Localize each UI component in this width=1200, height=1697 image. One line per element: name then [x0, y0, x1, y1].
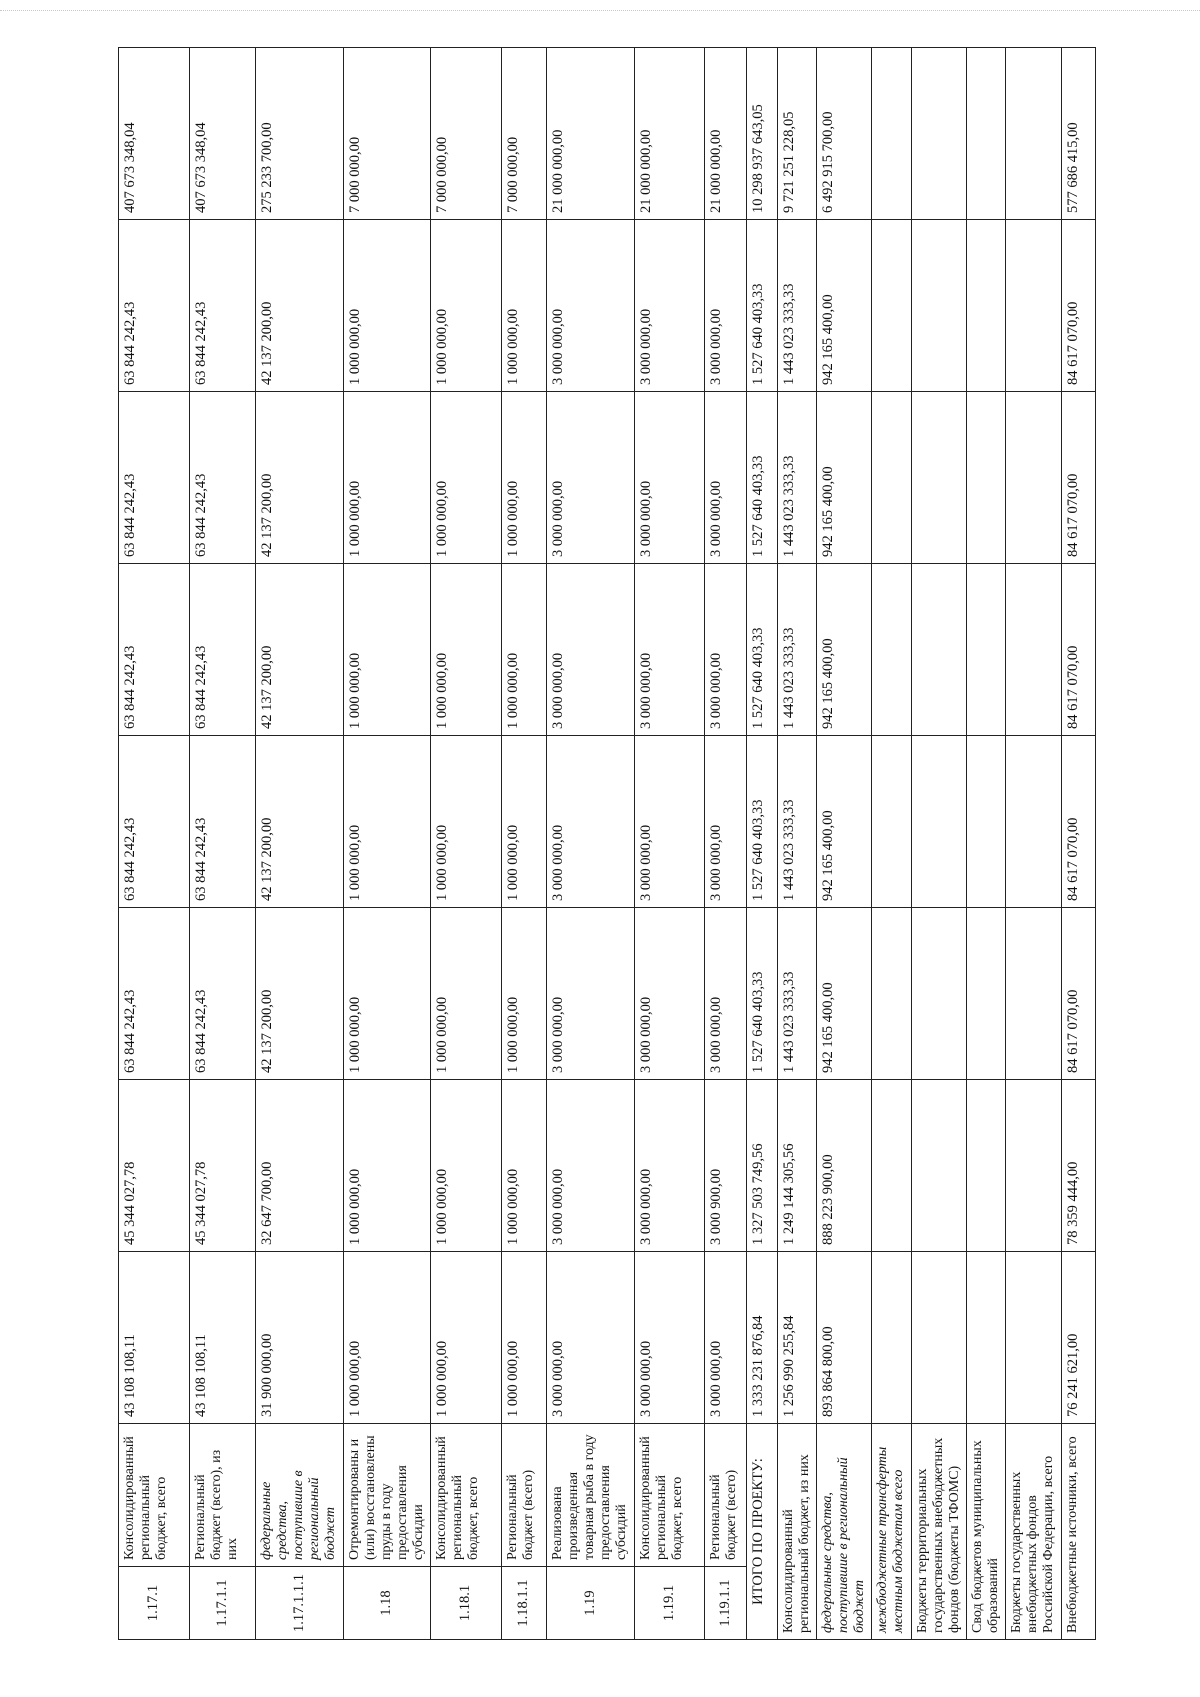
- summary-value-cell: [967, 1252, 1006, 1424]
- value-cell: 63 844 242,43: [189, 908, 255, 1080]
- value-cell: 3 000 000,00: [705, 392, 747, 564]
- value-cell: 1 000 000,00: [501, 1080, 546, 1252]
- row-code: 1.18.1.1: [501, 1567, 546, 1640]
- rotated-table-wrapper: [118, 48, 1096, 1640]
- summary-value-cell: 888 223 900,00: [816, 1080, 871, 1252]
- table-row: [634, 48, 705, 1640]
- total-value-cell: 1 527 640 403,33: [747, 564, 777, 736]
- summary-value-cell: 1 443 023 333,33: [777, 220, 816, 392]
- value-cell: 1 000 000,00: [501, 564, 546, 736]
- table-row: [547, 48, 635, 1640]
- row-code: 1.17.1: [119, 1567, 190, 1640]
- summary-value-cell: [967, 392, 1006, 564]
- total-value-cell: 1 333 231 876,84: [747, 1252, 777, 1424]
- value-cell: 7 000 000,00: [431, 48, 502, 220]
- summary-value-cell: 1 443 023 333,33: [777, 392, 816, 564]
- summary-label: межбюджетные трансферты местным бюджетам всего: [872, 1424, 911, 1640]
- value-cell: 1 000 000,00: [431, 220, 502, 392]
- summary-value-cell: 893 864 800,00: [816, 1252, 871, 1424]
- summary-value-cell: [911, 908, 966, 1080]
- value-cell: 21 000 000,00: [634, 48, 705, 220]
- value-cell: 3 000 000,00: [705, 564, 747, 736]
- total-value-cell: 1 527 640 403,33: [747, 908, 777, 1080]
- summary-row: [777, 48, 816, 1640]
- total-value-cell: 1 527 640 403,33: [747, 220, 777, 392]
- summary-value-cell: [967, 1080, 1006, 1252]
- summary-label: федеральные средства, поступившие в региональный бюджет: [816, 1424, 871, 1640]
- table-row: [501, 48, 546, 1640]
- row-code: 1.17.1.1: [189, 1567, 255, 1640]
- value-cell: 3 000 000,00: [547, 908, 635, 1080]
- value-cell: 3 000 000,00: [634, 908, 705, 1080]
- table-row: [189, 48, 255, 1640]
- value-cell: 3 000 000,00: [634, 220, 705, 392]
- summary-value-cell: 942 165 400,00: [816, 220, 871, 392]
- value-cell: 42 137 200,00: [255, 908, 343, 1080]
- summary-value-cell: [872, 48, 911, 220]
- value-cell: 407 673 348,04: [119, 48, 190, 220]
- scan-edge-line: [0, 10, 1200, 11]
- value-cell: 21 000 000,00: [705, 48, 747, 220]
- value-cell: 31 900 000,00: [255, 1252, 343, 1424]
- value-cell: 1 000 000,00: [343, 908, 431, 1080]
- row-label: Региональный бюджет (всего): [501, 1424, 546, 1567]
- summary-value-cell: [967, 564, 1006, 736]
- summary-label: Внебюджетные источники, всего: [1061, 1424, 1095, 1640]
- table-row: [343, 48, 431, 1640]
- value-cell: 1 000 000,00: [431, 1252, 502, 1424]
- row-label: Региональный бюджет (всего): [705, 1424, 747, 1567]
- value-cell: 7 000 000,00: [343, 48, 431, 220]
- summary-value-cell: [911, 392, 966, 564]
- value-cell: 63 844 242,43: [119, 392, 190, 564]
- value-cell: 3 000 000,00: [705, 1252, 747, 1424]
- value-cell: 1 000 000,00: [501, 392, 546, 564]
- summary-value-cell: [872, 220, 911, 392]
- summary-value-cell: [872, 564, 911, 736]
- value-cell: 63 844 242,43: [119, 736, 190, 908]
- value-cell: 42 137 200,00: [255, 220, 343, 392]
- total-value-cell: 1 327 503 749,56: [747, 1080, 777, 1252]
- summary-value-cell: 84 617 070,00: [1061, 564, 1095, 736]
- value-cell: 3 000 000,00: [634, 1080, 705, 1252]
- summary-value-cell: [967, 908, 1006, 1080]
- value-cell: 3 000 000,00: [705, 220, 747, 392]
- summary-label: Свод бюджетов муниципальных образований: [967, 1424, 1006, 1640]
- summary-value-cell: [872, 908, 911, 1080]
- value-cell: 3 000 000,00: [634, 392, 705, 564]
- summary-value-cell: [1006, 1080, 1061, 1252]
- row-label: Реализована произведенная товарная рыба в году предоставления субсидий: [547, 1424, 635, 1567]
- value-cell: 42 137 200,00: [255, 564, 343, 736]
- summary-value-cell: [967, 220, 1006, 392]
- summary-value-cell: 9 721 251 228,05: [777, 48, 816, 220]
- total-row: [747, 48, 777, 1640]
- value-cell: 3 000 000,00: [547, 220, 635, 392]
- value-cell: 63 844 242,43: [189, 220, 255, 392]
- value-cell: 32 647 700,00: [255, 1080, 343, 1252]
- summary-value-cell: [911, 564, 966, 736]
- value-cell: 63 844 242,43: [189, 392, 255, 564]
- summary-value-cell: 1 443 023 333,33: [777, 908, 816, 1080]
- summary-value-cell: 1 443 023 333,33: [777, 564, 816, 736]
- value-cell: 63 844 242,43: [119, 908, 190, 1080]
- row-code: 1.17.1.1.1: [255, 1567, 343, 1640]
- value-cell: 3 000 000,00: [634, 564, 705, 736]
- value-cell: 1 000 000,00: [343, 1080, 431, 1252]
- summary-value-cell: [967, 48, 1006, 220]
- summary-value-cell: [911, 220, 966, 392]
- summary-value-cell: 84 617 070,00: [1061, 392, 1095, 564]
- summary-value-cell: 84 617 070,00: [1061, 736, 1095, 908]
- summary-value-cell: [911, 736, 966, 908]
- value-cell: 1 000 000,00: [501, 1252, 546, 1424]
- summary-value-cell: [911, 48, 966, 220]
- summary-value-cell: 942 165 400,00: [816, 564, 871, 736]
- summary-value-cell: 942 165 400,00: [816, 736, 871, 908]
- summary-value-cell: 84 617 070,00: [1061, 908, 1095, 1080]
- summary-value-cell: 76 241 621,00: [1061, 1252, 1095, 1424]
- summary-row: [967, 48, 1006, 1640]
- value-cell: 63 844 242,43: [189, 736, 255, 908]
- value-cell: 63 844 242,43: [189, 564, 255, 736]
- table-row: [255, 48, 343, 1640]
- summary-value-cell: [872, 1252, 911, 1424]
- summary-value-cell: 1 256 990 255,84: [777, 1252, 816, 1424]
- summary-value-cell: 1 443 023 333,33: [777, 736, 816, 908]
- value-cell: 1 000 000,00: [501, 736, 546, 908]
- row-label: Консолидированный региональный бюджет, всего: [634, 1424, 705, 1567]
- row-label: Консолидированный региональный бюджет, всего: [119, 1424, 190, 1567]
- summary-value-cell: 942 165 400,00: [816, 392, 871, 564]
- total-value-cell: 10 298 937 643,05: [747, 48, 777, 220]
- value-cell: 7 000 000,00: [501, 48, 546, 220]
- value-cell: 1 000 000,00: [343, 220, 431, 392]
- summary-row: [816, 48, 871, 1640]
- summary-value-cell: 84 617 070,00: [1061, 220, 1095, 392]
- summary-value-cell: [1006, 736, 1061, 908]
- total-label: ИТОГО ПО ПРОЕКТУ:: [747, 1424, 777, 1640]
- value-cell: 1 000 000,00: [343, 392, 431, 564]
- row-code: 1.19.1: [634, 1567, 705, 1640]
- value-cell: 3 000 000,00: [547, 564, 635, 736]
- value-cell: 1 000 000,00: [343, 736, 431, 908]
- row-label: Отремонтированы и (или) восстановлены пруды в году предоставления субсидии: [343, 1424, 431, 1567]
- summary-value-cell: [1006, 1252, 1061, 1424]
- value-cell: 1 000 000,00: [431, 736, 502, 908]
- summary-label: Консолидированный региональный бюджет, из них: [777, 1424, 816, 1640]
- value-cell: 275 233 700,00: [255, 48, 343, 220]
- value-cell: 3 000 000,00: [547, 1252, 635, 1424]
- summary-row: [872, 48, 911, 1640]
- summary-value-cell: 942 165 400,00: [816, 908, 871, 1080]
- value-cell: 1 000 000,00: [431, 564, 502, 736]
- summary-row: [911, 48, 966, 1640]
- summary-value-cell: [872, 392, 911, 564]
- value-cell: 63 844 242,43: [119, 220, 190, 392]
- summary-value-cell: [1006, 48, 1061, 220]
- row-label: Консолидированный региональный бюджет, всего: [431, 1424, 502, 1567]
- total-value-cell: 1 527 640 403,33: [747, 736, 777, 908]
- value-cell: 407 673 348,04: [189, 48, 255, 220]
- budget-table-body: [119, 48, 1096, 1640]
- summary-value-cell: [911, 1252, 966, 1424]
- summary-value-cell: 6 492 915 700,00: [816, 48, 871, 220]
- value-cell: 3 000 900,00: [705, 1080, 747, 1252]
- value-cell: 3 000 000,00: [547, 392, 635, 564]
- table-row: [119, 48, 190, 1640]
- summary-value-cell: [967, 736, 1006, 908]
- total-value-cell: 1 527 640 403,33: [747, 392, 777, 564]
- value-cell: 1 000 000,00: [501, 220, 546, 392]
- value-cell: 1 000 000,00: [343, 564, 431, 736]
- value-cell: 1 000 000,00: [343, 1252, 431, 1424]
- row-label: Региональный бюджет (всего), из них: [189, 1424, 255, 1567]
- value-cell: 42 137 200,00: [255, 392, 343, 564]
- value-cell: 3 000 000,00: [705, 908, 747, 1080]
- value-cell: 1 000 000,00: [501, 908, 546, 1080]
- value-cell: 45 344 027,78: [189, 1080, 255, 1252]
- summary-value-cell: 577 686 415,00: [1061, 48, 1095, 220]
- value-cell: 3 000 000,00: [547, 1080, 635, 1252]
- summary-value-cell: [872, 1080, 911, 1252]
- value-cell: 3 000 000,00: [705, 736, 747, 908]
- summary-value-cell: [1006, 564, 1061, 736]
- budget-table: [118, 47, 1096, 1640]
- value-cell: 3 000 000,00: [547, 736, 635, 908]
- value-cell: 63 844 242,43: [119, 564, 190, 736]
- table-row: [431, 48, 502, 1640]
- value-cell: 21 000 000,00: [547, 48, 635, 220]
- row-code: 1.19: [547, 1567, 635, 1640]
- value-cell: 1 000 000,00: [431, 908, 502, 1080]
- summary-value-cell: [1006, 220, 1061, 392]
- summary-value-cell: [911, 1080, 966, 1252]
- value-cell: 43 108 108,11: [189, 1252, 255, 1424]
- summary-row: [1061, 48, 1095, 1640]
- row-code: 1.19.1.1: [705, 1567, 747, 1640]
- summary-value-cell: 1 249 144 305,56: [777, 1080, 816, 1252]
- value-cell: 1 000 000,00: [431, 1080, 502, 1252]
- value-cell: 1 000 000,00: [431, 392, 502, 564]
- row-label: федеральные средства, поступившие в региональный бюджет: [255, 1424, 343, 1567]
- row-code: 1.18: [343, 1567, 431, 1640]
- table-row: [705, 48, 747, 1640]
- value-cell: 3 000 000,00: [634, 736, 705, 908]
- value-cell: 43 108 108,11: [119, 1252, 190, 1424]
- value-cell: 42 137 200,00: [255, 736, 343, 908]
- row-code: 1.18.1: [431, 1567, 502, 1640]
- rotated-page-area: [118, 48, 1096, 1640]
- summary-row: [1006, 48, 1061, 1640]
- value-cell: 3 000 000,00: [634, 1252, 705, 1424]
- summary-value-cell: [872, 736, 911, 908]
- summary-label: Бюджеты государственных внебюджетных фондов Российской Федерации, всего: [1006, 1424, 1061, 1640]
- summary-label: Бюджеты территориальных государственных внебюджетных фондов (бюджеты ТФОМС): [911, 1424, 966, 1640]
- summary-value-cell: [1006, 392, 1061, 564]
- summary-value-cell: 78 359 444,00: [1061, 1080, 1095, 1252]
- summary-value-cell: [1006, 908, 1061, 1080]
- value-cell: 45 344 027,78: [119, 1080, 190, 1252]
